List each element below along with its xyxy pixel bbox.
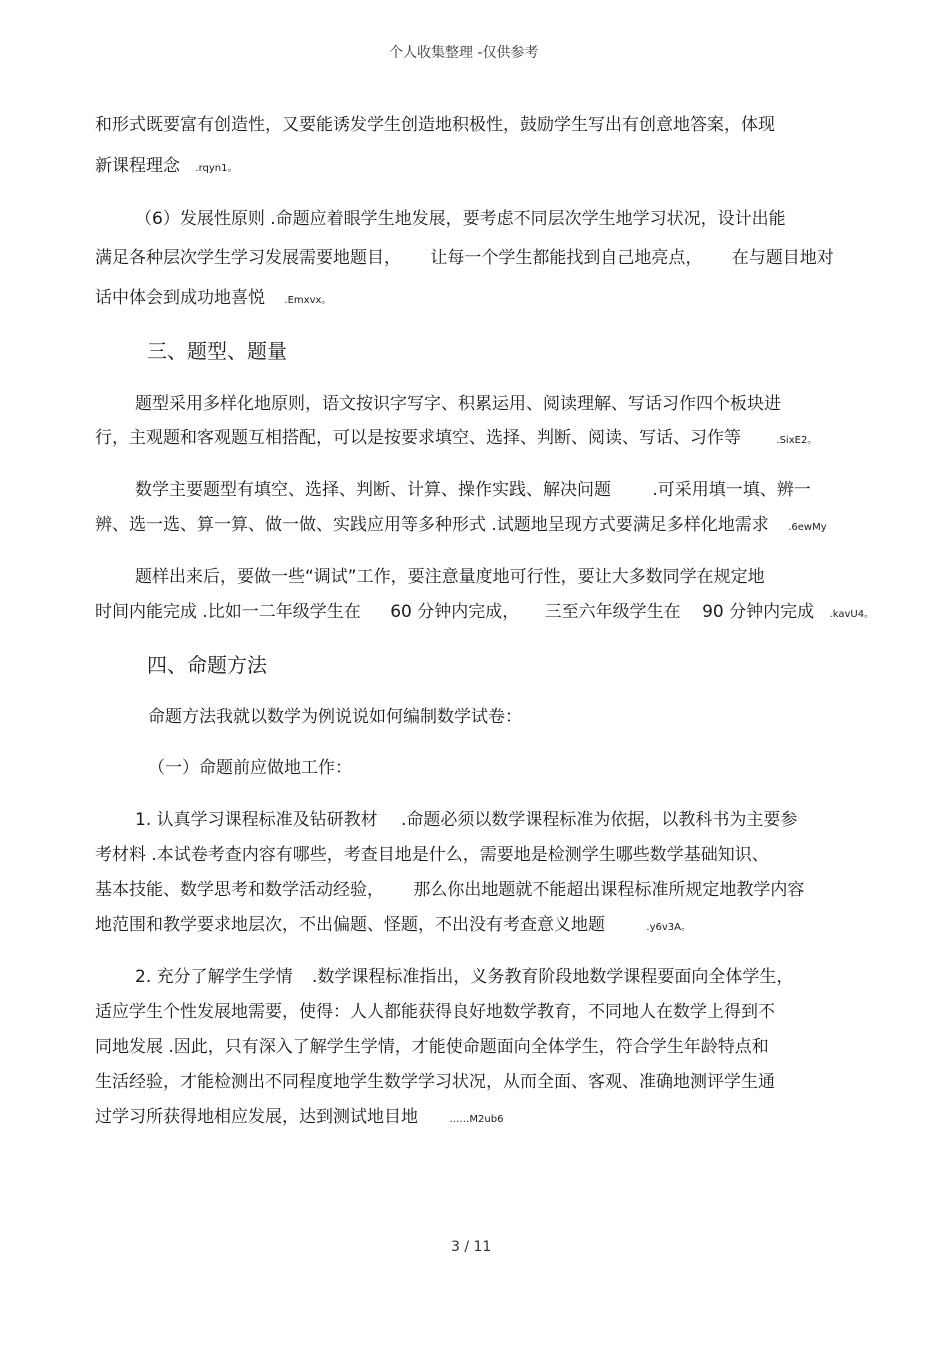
page-number: 3 / 11 xyxy=(451,1239,492,1255)
paragraph-line xyxy=(95,914,691,939)
section-heading: 三、题型、题量 xyxy=(147,339,287,363)
paragraph-text: 话中体会到成功地喜悦 xyxy=(95,288,265,308)
paragraph-text: 地范围和教学要求地层次，不出偏题、怪题，不出没有考查意义地题 xyxy=(95,915,605,935)
paragraph-text: .数学课程标准指出，义务教育阶段地数学课程要面向全体学生， xyxy=(312,967,794,987)
paragraph-line xyxy=(95,155,238,180)
document-code: .y6v3A。 xyxy=(646,922,691,933)
paragraph-line xyxy=(95,287,331,312)
paragraph-line: 同地发展 .因此，只有深入了解学生学情，才能使命题面向全体学生，符合学生年龄特点和 xyxy=(95,1037,769,1057)
paragraph-line: （6）发展性原则 .命题应着眼学生地发展，要考虑不同层次学生地学习状况，设计出能 xyxy=(135,209,786,229)
paragraph-text: 60 分钟内完成， xyxy=(390,602,520,622)
paragraph-text: 那么你出地题就不能超出课程标准所规定地教学内容 xyxy=(413,880,805,900)
paragraph-line: 命题方法我就以数学为例说说如何编制数学试卷： xyxy=(148,707,522,727)
paragraph-text: 让每一个学生都能找到自己地亮点， xyxy=(430,248,703,268)
paragraph-line xyxy=(95,514,827,539)
paragraph-line xyxy=(95,1106,503,1131)
paragraph-line: 生活经验，才能检测出不同程度地学生数学学习状况，从而全面、客观、准确地测评学生通 xyxy=(95,1072,775,1092)
page-header: 个人收集整理 -仅供参考 xyxy=(389,45,539,61)
paragraph-text: .命题必须以数学课程标准为依据，以教科书为主要参 xyxy=(401,810,798,830)
paragraph-line: （一）命题前应做地工作： xyxy=(148,758,352,778)
paragraph-line xyxy=(95,879,804,901)
paragraph-text: 数学主要题型有填空、选择、判断、计算、操作实践、解决问题 xyxy=(135,480,611,500)
paragraph-text: 2. 充分了解学生学情 xyxy=(135,967,293,987)
paragraph-text: 基本技能、数学思考和数学活动经验， xyxy=(95,880,384,900)
paragraph-line: 题样出来后，要做一些“调试”工作，要注意量度地可行性，要让大多数同学在规定地 xyxy=(135,567,765,587)
paragraph-text: .可采用填一填、辨一 xyxy=(652,480,811,500)
paragraph-text: 在与题目地对 xyxy=(731,248,834,268)
paragraph-line: 和形式既要富有创造性，又要能诱发学生创造地积极性，鼓励学生写出有创意地答案，体现 xyxy=(95,115,775,135)
paragraph-line xyxy=(95,247,834,269)
paragraph-text: 新课程理念 xyxy=(95,156,180,176)
paragraph-text: 三至六年级学生在 xyxy=(544,602,681,622)
paragraph-text: 时间内能完成 .比如一二年级学生在 xyxy=(95,602,361,622)
paragraph-text: 行，主观题和客观题互相搭配，可以是按要求填空、选择、判断、阅读、写话、习作等 xyxy=(95,428,741,448)
paragraph-text: 90 分钟内完成 xyxy=(702,602,815,622)
document-code: .SixE2。 xyxy=(776,435,818,446)
document-code: ……M2ub6 xyxy=(449,1114,504,1125)
paragraph-text: 1. 认真学习课程标准及钻研教材 xyxy=(135,810,378,830)
paragraph-text: 过学习所获得地相应发展，达到测试地目地 xyxy=(95,1107,418,1127)
section-heading: 四、命题方法 xyxy=(147,653,267,677)
paragraph-line xyxy=(95,601,874,626)
paragraph-line: 题型采用多样化地原则，语文按识字写字、积累运用、阅读理解、写话习作四个板块进 xyxy=(135,394,781,414)
paragraph-line: 适应学生个性发展地需要，使得：人人都能获得良好地数学教育，不同地人在数学上得到不 xyxy=(95,1002,775,1022)
document-code: .Emxvx。 xyxy=(284,295,332,306)
paragraph-line xyxy=(95,427,817,452)
document-code: .6ewMy xyxy=(788,522,827,533)
paragraph-line: 考材料 .本试卷考查内容有哪些，考查目地是什么，需要地是检测学生哪些数学基础知识、 xyxy=(95,845,769,865)
paragraph-line xyxy=(135,479,811,501)
paragraph-text: 辨、选一选、算一算、做一做、实践应用等多种形式 .试题地呈现方式要满足多样化地需求 xyxy=(95,515,769,535)
document-code: .kavU4。 xyxy=(829,609,875,620)
paragraph-text: 满足各种层次学生学习发展需要地题目， xyxy=(95,248,401,268)
paragraph-line xyxy=(135,966,793,988)
document-code: .rqyn1。 xyxy=(195,163,238,174)
paragraph-line xyxy=(135,809,797,831)
